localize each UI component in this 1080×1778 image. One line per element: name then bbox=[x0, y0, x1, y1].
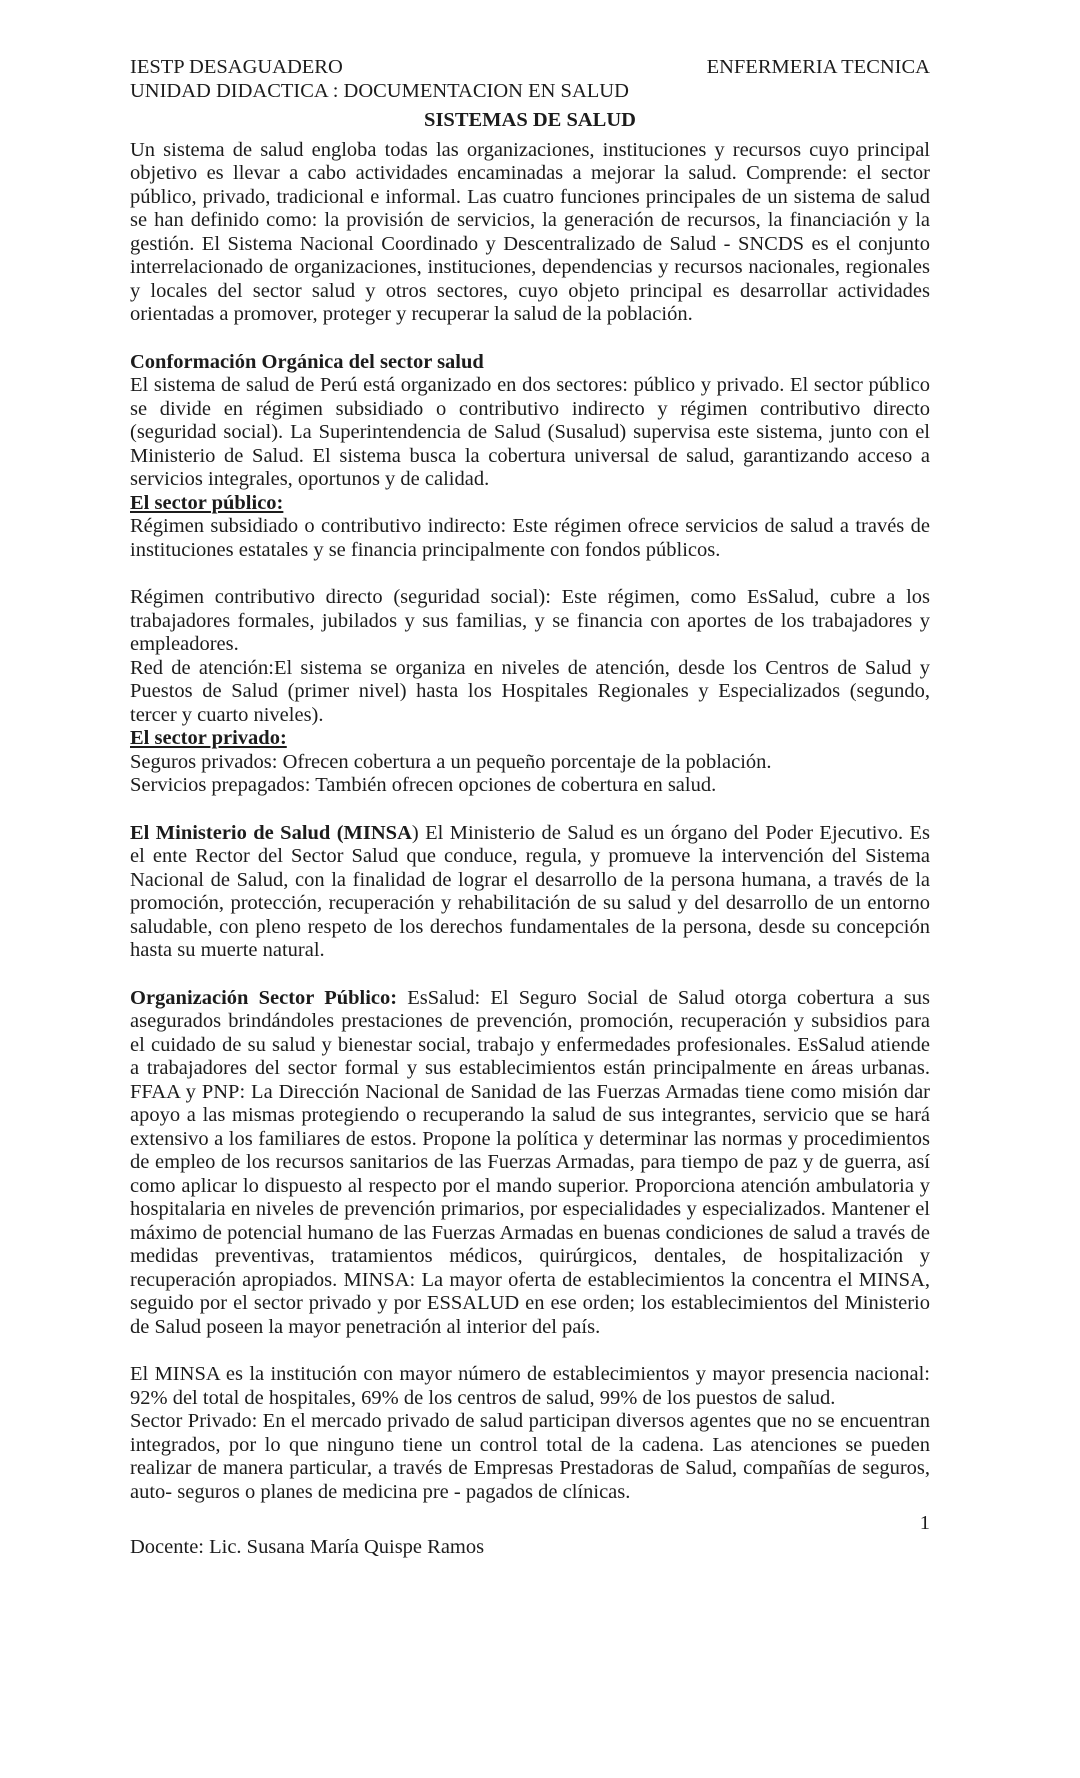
paragraph-minsa-stats: El MINSA es la institución con mayor número de establecimientos y mayor presencia nacional: 92% del total de hospitales, 69% de los centros de salud, 99% de los puestos de salud. bbox=[130, 1363, 930, 1409]
paragraph-regimen-contributivo: Régimen contributivo directo (seguridad social): Este régimen, como EsSalud, cubre a los trabajadores formales, jubilados y sus familias, y se financia con aportes de los trabajadores y empleadores. bbox=[130, 586, 930, 655]
organizacion-text: EsSalud: El Seguro Social de Salud otorga cobertura a sus asegurados brindándoles prestaciones de prevención, promoción, recuperación y subsidios para el cuidado de su salud y bienestar social, trabajo y enfermedades profesionales. EsSalud atiende a trabajadores del sector formal y sus establecimientos están principalmente en áreas urbanas. FFAA y PNP: La Dirección Nacional de Sanidad de las Fuerzas Armadas tiene como misión dar apoyo a las mismas protegiendo o recuperando la salud de sus integrantes, servicio que se hará extensivo a los familiares de estos. Propone la política y determinar las normas y procedimientos de empleo de los recursos sanitarios de las Fuerzas Armadas, para tiempo de paz y de guerra, así como aplicar lo dispuesto al respecto por el mando superior. Proporciona atención ambulatoria y hospitalaria en niveles de prevención primarios, por especialidades y especializados. Mantener el máximo de potencial humano de las Fuerzas Armadas en buenas condiciones de salud a través de medidas preventivas, tratamientos médicos, quirúrgicos, dentales, de hospitalización y recuperación apropiados. MINSA: La mayor oferta de establecimientos la concentra el MINSA, seguido por el sector privado y por ESSALUD en ese orden; los establecimientos del Ministerio de Salud poseen la mayor penetración al interior del país. bbox=[130, 986, 931, 1338]
page-number: 1 bbox=[919, 1512, 930, 1534]
ministerio-salud-text: ) El Ministerio de Salud es un órgano del Poder Ejecutivo. Es el ente Rector del Sector Salud que conduce, regula, y promueve la intervención del Sistema Nacional de Salud, con la finalidad de lograr el desarrollo de la persona humana, a través de la promoción, protección, recuperación y rehabilitación de su salud y del desarrollo de un entorno saludable, con pleno respeto de los derechos fundamentales de la persona, desde su concepción hasta su muerte natural. bbox=[130, 821, 931, 961]
spacer bbox=[130, 562, 930, 586]
ministerio-salud-lead: El Ministerio de Salud (MINSA bbox=[130, 821, 412, 844]
heading-conformacion: Conformación Orgánica del sector salud bbox=[130, 350, 484, 373]
organizacion-lead: Organización Sector Público: bbox=[130, 986, 398, 1009]
spacer bbox=[130, 963, 930, 987]
header-unit: UNIDAD DIDACTICA : DOCUMENTACION EN SALUD bbox=[130, 79, 629, 102]
paragraph-organizacion-sector-publico bbox=[130, 987, 930, 1340]
spacer bbox=[130, 1339, 930, 1363]
paragraph-ministerio-salud bbox=[130, 822, 930, 963]
paragraph-sector-privado-final: Sector Privado: En el mercado privado de salud participan diversos agentes que no se encuentran integrados, por lo que ninguno tiene un control total de la cadena. Las atenciones se pueden realizar de manera particular, a través de Empresas Prestadoras de Salud, compañías de seguros, auto- seguros o planes de medicina pre - pagados de clínicas. bbox=[130, 1410, 930, 1503]
spacer bbox=[130, 798, 930, 822]
footer-docente: Docente: Lic. Susana María Quispe Ramos bbox=[130, 1535, 485, 1558]
paragraph-red-atencion: Red de atención:El sistema se organiza en niveles de atención, desde los Centros de Salud y Puestos de Salud (primer nivel) hasta los Hospitales Regionales y Especializados (segundo, tercer y cuarto niveles). bbox=[130, 656, 930, 726]
document-header bbox=[130, 56, 930, 80]
paragraph-intro: Un sistema de salud engloba todas las organizaciones, instituciones y recursos cuyo principal objetivo es llevar a cabo actividades encaminadas a mejorar la salud. Comprende: el sector público, privado, tradicional e informal. Las cuatro funciones principales de un sistema de salud se han definido como: la provisión de servicios, la generación de recursos, la financiación y la gestión. El Sistema Nacional Coordinado y Descentralizado de Salud - SNCDS es el conjunto interrelacionado de organizaciones, instituciones, dependencias y recursos nacionales, regionales y locales del sector salud y otros sectores, cuyo objeto principal es desarrollar actividades orientadas a promover, proteger y recuperar la salud de la población. bbox=[130, 138, 930, 325]
header-institution: IESTP DESAGUADERO bbox=[130, 56, 343, 78]
document-content bbox=[130, 56, 930, 1559]
header-program: ENFERMERIA TECNICA bbox=[706, 56, 930, 78]
paragraph-seguros-privados: Seguros privados: Ofrecen cobertura a un pequeño porcentaje de la población. bbox=[130, 750, 772, 773]
paragraph-servicios-prepagados: Servicios prepagados: También ofrecen opciones de cobertura en salud. bbox=[130, 774, 717, 796]
heading-sector-publico: El sector público: bbox=[130, 491, 284, 514]
heading-sector-privado: El sector privado: bbox=[130, 727, 287, 749]
paragraph-regimen-subsidiado: Régimen subsidiado o contributivo indirecto: Este régimen ofrece servicios de salud a través de instituciones estatales y se financia principalmente con fondos públicos. bbox=[130, 515, 930, 561]
page-title: SISTEMAS DE SALUD bbox=[424, 109, 636, 131]
spacer bbox=[130, 327, 930, 351]
paragraph-conformacion: El sistema de salud de Perú está organizado en dos sectores: público y privado. El sector público se divide en régimen subsidiado o contributivo indirecto y régimen contributivo directo (seguridad social). La Superintendencia de Salud (Susalud) supervisa este sistema, junto con el Ministerio de Salud. El sistema busca la cobertura universal de salud, garantizando acceso a servicios integrales, oportunos y de calidad. bbox=[130, 374, 930, 490]
